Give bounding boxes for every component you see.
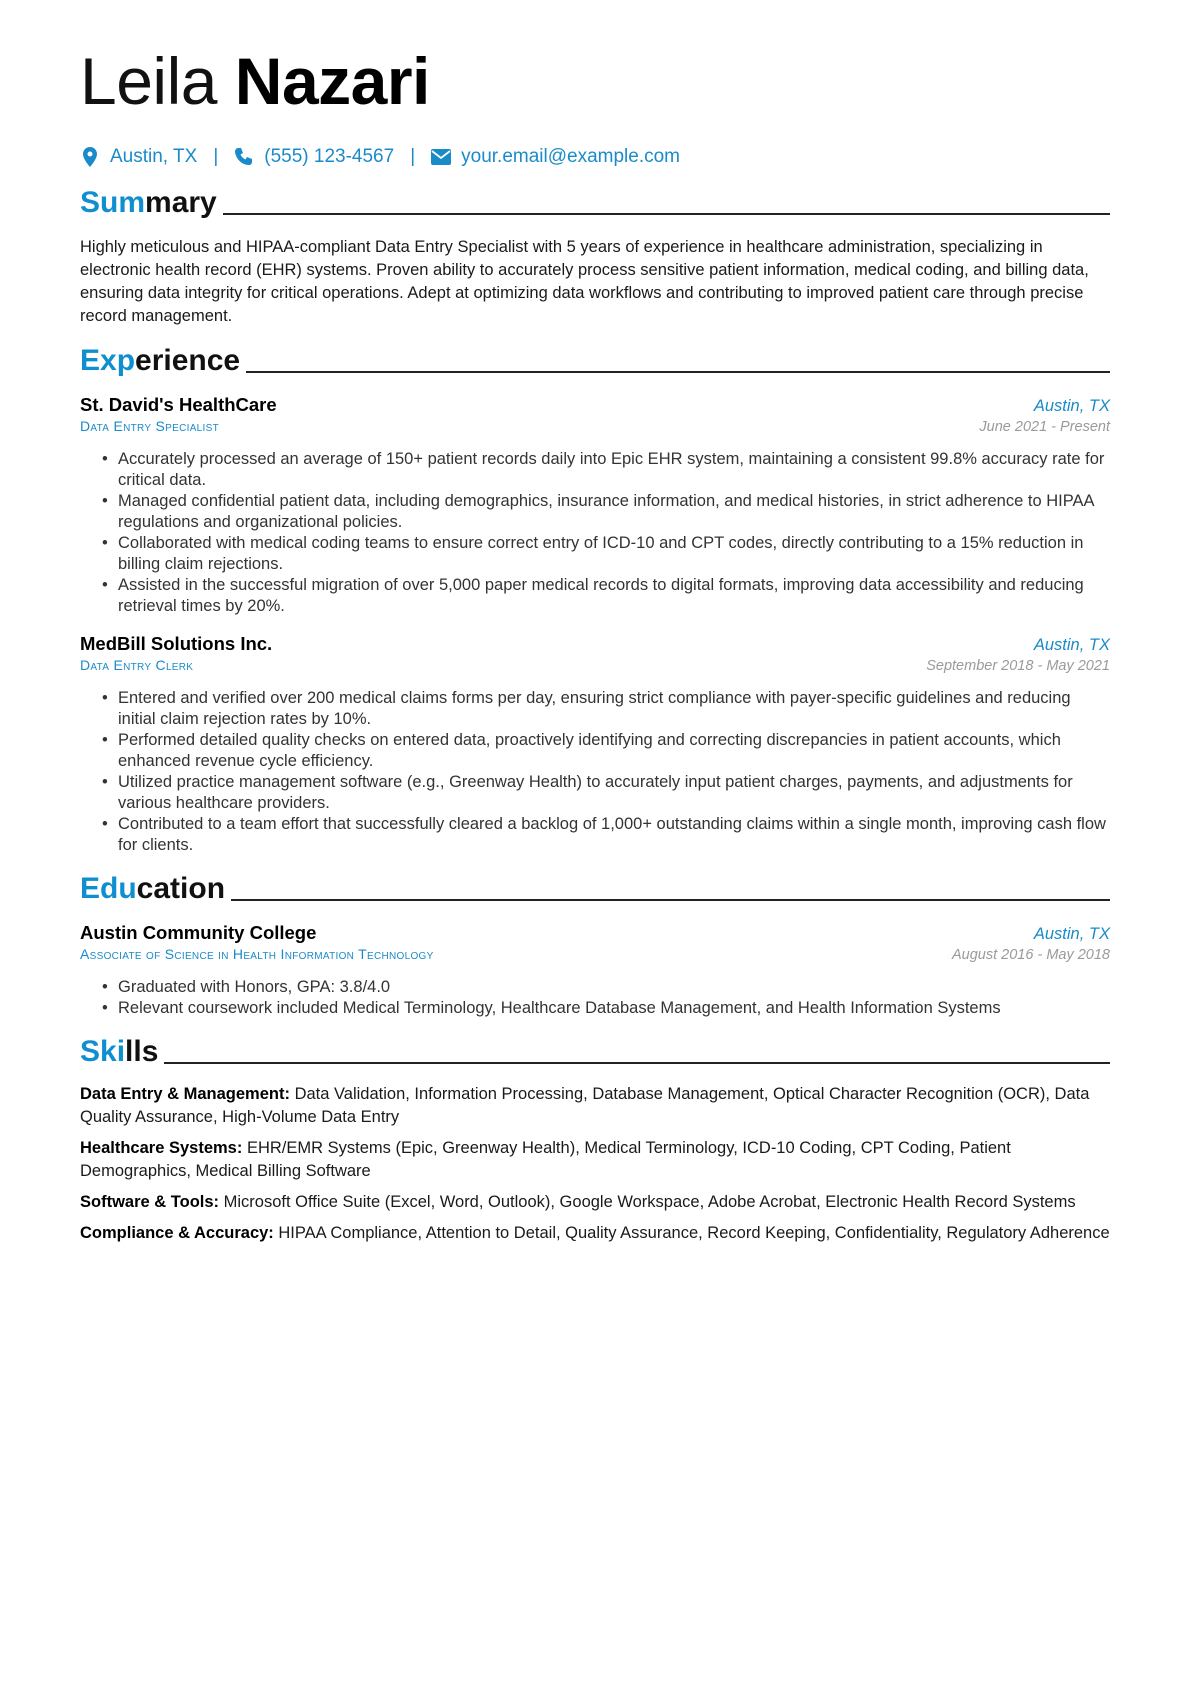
summary-text: Highly meticulous and HIPAA-compliant Data Entry Specialist with 5 years of experience in healthcare administration, specializing in electronic health record (EHR) systems. Proven ability to accurately process sensitive patient information, medical coding, and billing data, ensuring data integrity for critical operations. Adept at optimizing data workflows and contributing to improved patient care through precise record management. — [80, 238, 1089, 325]
job-bullets — [80, 688, 1110, 856]
education-title-accent: Edu — [80, 872, 137, 905]
section-divider — [164, 1062, 1110, 1064]
list-item: • Accurately processed an average of 150+ patient records daily into Epic EHR system, maintaining a consistent 99.8% accuracy rate for critical data. — [118, 449, 1110, 491]
job-title: Data Entry Specialist — [80, 418, 219, 434]
job-location: Austin, TX — [1033, 636, 1110, 654]
skill-group — [80, 1137, 1110, 1183]
school-location: Austin, TX — [1033, 925, 1110, 943]
location-text: Austin, TX — [110, 146, 198, 167]
education-heading — [80, 870, 1110, 908]
job-employer: MedBill Solutions Inc. — [80, 633, 273, 654]
skill-group-text: HIPAA Compliance, Attention to Detail, Quality Assurance, Record Keeping, Confidentiality, Regulatory Adherence — [278, 1224, 1110, 1242]
map-marker-icon — [80, 146, 100, 168]
list-item: • Performed detailed quality checks on entered data, proactively identifying and correcting discrepancies in patient accounts, which enhanced revenue cycle efficiency. — [118, 730, 1110, 772]
job-title: Data Entry Clerk — [80, 657, 194, 673]
skills-title-accent: Ski — [80, 1035, 126, 1068]
first-name: Leila — [80, 44, 217, 118]
school-dates: August 2016 - May 2018 — [952, 947, 1110, 963]
contact-separator: | — [410, 146, 416, 167]
skills-heading — [80, 1033, 1110, 1071]
experience-title-rest: erience — [135, 344, 241, 377]
education-entry — [80, 922, 1110, 1019]
skill-group-text: EHR/EMR Systems (Epic, Greenway Health), Medical Terminology, ICD-10 Coding, CPT Coding, Patient Demographics, Medical Billing Software — [80, 1139, 1011, 1180]
job-dates: September 2018 - May 2021 — [926, 658, 1110, 674]
list-item: • Utilized practice management software (e.g., Greenway Health) to accurately input patient charges, payments, and adjustments for various healthcare providers. — [118, 772, 1110, 814]
skills-title-rest: lls — [125, 1035, 159, 1068]
skill-group — [80, 1083, 1110, 1129]
skill-group — [80, 1191, 1110, 1214]
list-item: • Assisted in the successful migration of over 5,000 paper medical records to digital formats, improving data accessibility and reducing retrieval times by 20%. — [118, 575, 1110, 617]
job-bullets — [80, 449, 1110, 617]
skill-group-text: Microsoft Office Suite (Excel, Word, Outlook), Google Workspace, Adobe Acrobat, Electronic Health Record Systems — [223, 1193, 1076, 1211]
section-divider — [231, 899, 1110, 901]
contact-phone[interactable] — [234, 146, 394, 168]
skill-group-label: Compliance & Accuracy: — [80, 1224, 274, 1242]
section-divider — [223, 213, 1110, 215]
experience-heading — [80, 342, 1110, 380]
skill-group-text: Data Validation, Information Processing, Database Management, Optical Character Recognition (OCR), Data Quality Assurance, High-Volume Data Entry — [80, 1085, 1090, 1126]
last-name: Nazari — [234, 44, 430, 118]
list-item: • Graduated with Honors, GPA: 3.8/4.0 — [118, 977, 1110, 998]
envelope-icon — [431, 146, 451, 168]
school-name: Austin Community College — [80, 922, 317, 943]
list-item: • Relevant coursework included Medical Terminology, Healthcare Database Management, and Health Information Systems — [118, 998, 1110, 1019]
phone-icon — [234, 146, 254, 168]
phone-text: (555) 123-4567 — [264, 146, 395, 167]
job-entry — [80, 394, 1110, 617]
contact-separator: | — [213, 146, 219, 167]
list-item: • Contributed to a team effort that successfully cleared a backlog of 1,000+ outstanding claims within a single month, improving cash flow for clients. — [118, 814, 1110, 856]
contact-bar — [80, 144, 1110, 170]
job-location: Austin, TX — [1033, 397, 1110, 415]
job-dates: June 2021 - Present — [979, 419, 1110, 435]
contact-location — [80, 146, 197, 168]
candidate-name — [80, 42, 1110, 120]
list-item: • Managed confidential patient data, including demographics, insurance information, and medical histories, in strict adherence to HIPAA regulations and organizational policies. — [118, 491, 1110, 533]
degree-title: Associate of Science in Health Information Technology — [80, 946, 434, 962]
summary-heading — [80, 184, 1110, 222]
skill-group — [80, 1222, 1110, 1245]
section-divider — [246, 371, 1110, 373]
job-employer: St. David's HealthCare — [80, 394, 277, 415]
education-title-rest: cation — [136, 872, 226, 905]
education-bullets — [80, 977, 1110, 1019]
skill-group-label: Healthcare Systems: — [80, 1139, 243, 1157]
skill-group-label: Data Entry & Management: — [80, 1085, 290, 1103]
summary-title-accent: Sum — [80, 186, 146, 219]
list-item: • Entered and verified over 200 medical claims forms per day, ensuring strict compliance with payer-specific guidelines and reducing initial claim rejection rates by 10%. — [118, 688, 1110, 730]
list-item: • Collaborated with medical coding teams to ensure correct entry of ICD-10 and CPT codes, directly contributing to a 15% reduction in billing claim rejections. — [118, 533, 1110, 575]
job-entry — [80, 633, 1110, 856]
email-link[interactable]: your.email@example.com — [461, 146, 680, 167]
contact-email[interactable] — [431, 146, 680, 168]
experience-title-accent: Exp — [80, 344, 136, 377]
skill-group-label: Software & Tools: — [80, 1193, 220, 1211]
summary-title-rest: mary — [145, 186, 217, 219]
